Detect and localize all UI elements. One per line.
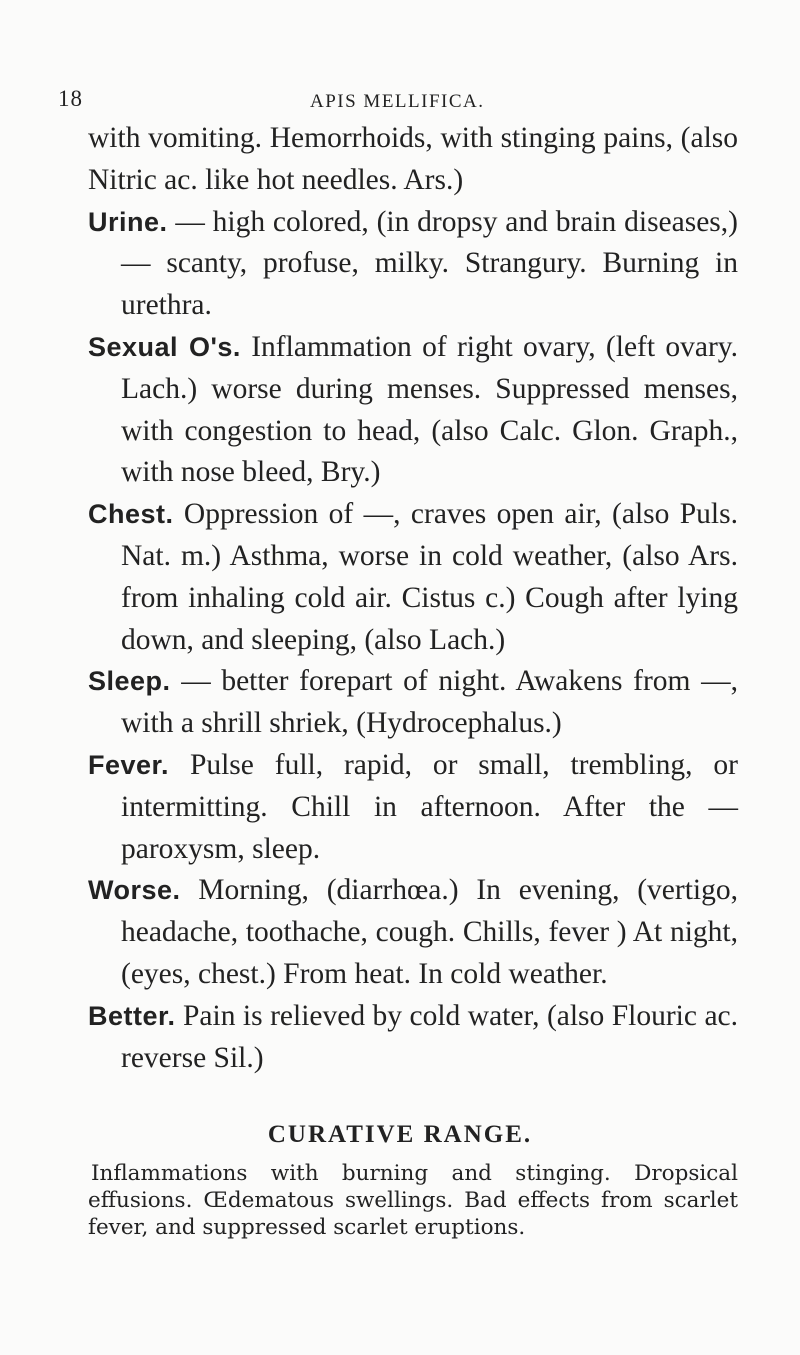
- paragraph-text: Pain is relieved by cold water, (also Flouric ac. reverse Sil.): [121, 999, 738, 1074]
- paragraph-fever: [88, 745, 738, 870]
- paragraph-text: Pulse full, rapid, or small, trembling, or intermitting. Chill in afternoon. After the — paroxysm, sleep.: [121, 748, 738, 865]
- body-text: [88, 118, 738, 1079]
- section-lead-urine: Urine.: [88, 206, 168, 237]
- paragraph-better: [88, 996, 738, 1080]
- paragraph-urine: [88, 202, 738, 327]
- paragraph-text: — better forepart of night. Awakens from —, with a shrill shriek, (Hydrocephalus.): [121, 665, 738, 740]
- section-lead-fever: Fever.: [88, 749, 170, 780]
- section-title-curative-range: CURATIVE RANGE.: [267, 1121, 533, 1148]
- paragraph-sexual-organs: [88, 327, 738, 494]
- page-number: 18: [58, 86, 83, 111]
- section-lead-chest: Chest.: [88, 499, 174, 530]
- section-body-curative-range: Inflammations with burning and stinging. Dropsical effusions. Œdematous swellings. Bad effects from scarlet fever, and suppressed scarlet eruptions.: [88, 1161, 738, 1240]
- paragraph-sleep: [88, 661, 738, 745]
- section-lead-worse: Worse.: [88, 875, 181, 906]
- paragraph-text: Inflammation of right ovary, (left ovary. Lach.) worse during menses. Suppressed menses, with congestion to head, (also Calc. Glon. Graph., with nose bleed, Bry.): [121, 330, 738, 489]
- paragraph-text: — high colored, (in dropsy and brain diseases,) — scanty, profuse, milky. Strangury. Burning in urethra.: [121, 205, 738, 322]
- section-lead-sexual-organs: Sexual O's.: [88, 331, 241, 362]
- paragraph-text: with vomiting. Hemorrhoids, with stinging pains, (also Nitric ac. like hot needles. Ars.): [88, 122, 738, 196]
- paragraph-text: Oppression of —, craves open air, (also Puls. Nat. m.) Asthma, worse in cold weather, (also Ars. from inhaling cold air. Cistus c.) Cough after lying down, and sleeping, (also Lach.): [121, 498, 738, 656]
- section-lead-better: Better.: [88, 1000, 176, 1031]
- section-lead-sleep: Sleep.: [88, 666, 171, 697]
- running-title: APIS MELLIFICA.: [310, 91, 485, 112]
- paragraph-worse: [88, 870, 738, 995]
- paragraph-continuation: [88, 118, 738, 202]
- paragraph-text: Morning, (diarrhœa.) In evening, (vertigo, headache, toothache, cough. Chills, fever ) At night, (eyes, chest.) From heat. In cold weather.: [121, 874, 738, 990]
- paragraph-chest: [88, 494, 738, 661]
